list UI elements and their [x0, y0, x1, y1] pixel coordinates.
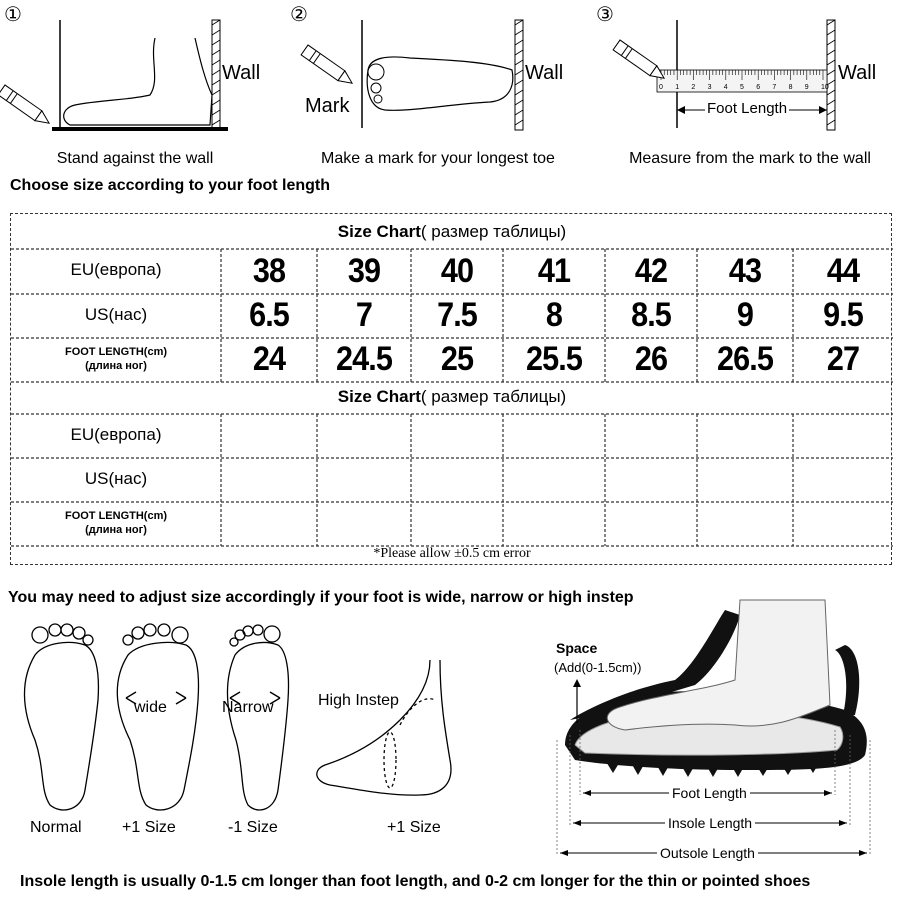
ruler-tick-label: 1 [675, 84, 680, 91]
footer-note: Insole length is usually 0-1.5 cm longer than foot length, and 0-2 cm longer for the thin or pointed shoes [20, 873, 811, 890]
size-chart-title-2 [11, 387, 893, 407]
row-label-foot-length [11, 345, 221, 373]
size-cell-foot: 24 [252, 340, 286, 378]
step2-mark-label: Mark [305, 95, 350, 117]
error-note: *Please allow ±0.5 cm error [373, 546, 531, 561]
row-label-foot-line1-2: FOOT LENGTH(cm) [64, 510, 168, 522]
step3-number: ③ [596, 4, 614, 26]
size-cell-us: 6.5 [249, 296, 289, 334]
step1-wall-label: Wall [222, 62, 261, 84]
shoe-space-label: Space [556, 640, 598, 656]
size-cell-foot: 27 [826, 340, 860, 378]
shoe-outsole-length-label: Outsole Length [657, 845, 758, 861]
foot-instep-caption: +1 Size [387, 819, 441, 836]
size-cell-us: 9 [736, 296, 754, 334]
size-cell-eu: 41 [537, 252, 571, 290]
size-cell-foot: 24.5 [336, 340, 392, 378]
shoe-space-add-label: (Add(0-1.5cm)) [554, 660, 642, 675]
size-cell-us: 8 [545, 296, 563, 334]
row-label-foot-line1: FOOT LENGTH(cm) [64, 346, 168, 358]
size-cell-us: 9.5 [823, 296, 863, 334]
ruler-tick-label: 7 [772, 84, 777, 91]
size-chart-table [10, 213, 892, 565]
ruler-tick-label: 3 [707, 84, 712, 91]
ruler-tick-label: 10 [821, 84, 829, 91]
size-cell-foot: 26.5 [717, 340, 773, 378]
step2-caption: Make a mark for your longest toe [321, 150, 555, 167]
size-cell-foot: 25.5 [526, 340, 582, 378]
step1-caption: Stand against the wall [56, 150, 214, 167]
step3-foot-length-label: Foot Length [707, 100, 788, 117]
adjust-size-heading: You may need to adjust size accordingly if your foot is wide, narrow or high instep [8, 589, 634, 606]
row-label-us-2: US(нас) [84, 469, 148, 488]
step1-number: ① [4, 4, 22, 26]
foot-normal-caption: Normal [30, 819, 82, 836]
size-cell-eu: 43 [728, 252, 762, 290]
size-cell-us: 8.5 [631, 296, 671, 334]
size-chart-title-rest-2: ( размер таблицы) [420, 387, 567, 406]
ruler-tick-label: 2 [691, 84, 696, 91]
row-label-foot-length-2 [11, 509, 221, 537]
foot-narrow-caption: -1 Size [228, 819, 278, 836]
choose-size-heading: Choose size according to your foot length [10, 177, 331, 194]
size-cell-us: 7 [355, 296, 373, 334]
shoe-foot-length-label: Foot Length [669, 785, 750, 801]
row-label-eu-2: EU(европа) [70, 425, 162, 444]
shoe-insole-length-label: Insole Length [665, 815, 755, 831]
foot-wide-label: wide [134, 699, 167, 716]
row-label-eu: EU(европа) [70, 260, 162, 279]
step2-wall-label: Wall [525, 62, 564, 84]
ruler-tick-label: 5 [740, 84, 744, 91]
size-cell-foot: 26 [634, 340, 668, 378]
ruler-tick-label: 6 [756, 84, 761, 91]
ruler-tick-label: 0 [659, 84, 663, 91]
size-cell-eu: 44 [826, 252, 860, 290]
step2-number: ② [290, 4, 308, 26]
size-cell-eu: 39 [347, 252, 381, 290]
row-label-foot-line2: (длина ног) [85, 360, 147, 372]
ruler-tick-label: 8 [788, 84, 793, 91]
step3-caption: Measure from the mark to the wall [629, 150, 871, 167]
size-chart-title-rest: ( размер таблицы) [420, 222, 567, 241]
row-label-foot-line2-2: (длина ног) [85, 524, 147, 536]
row-label-us: US(нас) [84, 305, 148, 324]
foot-instep-label: High Instep [318, 692, 399, 709]
size-chart-title-bold-2: Size Chart [337, 387, 421, 406]
size-cell-us: 7.5 [437, 296, 477, 334]
ruler-tick-label: 4 [723, 84, 728, 91]
size-cell-foot: 25 [440, 340, 474, 378]
foot-wide-caption: +1 Size [122, 819, 176, 836]
size-chart-title-1 [11, 222, 893, 242]
ruler-tick-label: 9 [804, 84, 809, 91]
foot-narrow-label: Narrow [222, 699, 274, 716]
size-cell-eu: 42 [634, 252, 668, 290]
size-cell-eu: 40 [440, 252, 474, 290]
size-chart-title-bold: Size Chart [337, 222, 421, 241]
step3-wall-label: Wall [838, 62, 877, 84]
size-cell-eu: 38 [252, 252, 286, 290]
